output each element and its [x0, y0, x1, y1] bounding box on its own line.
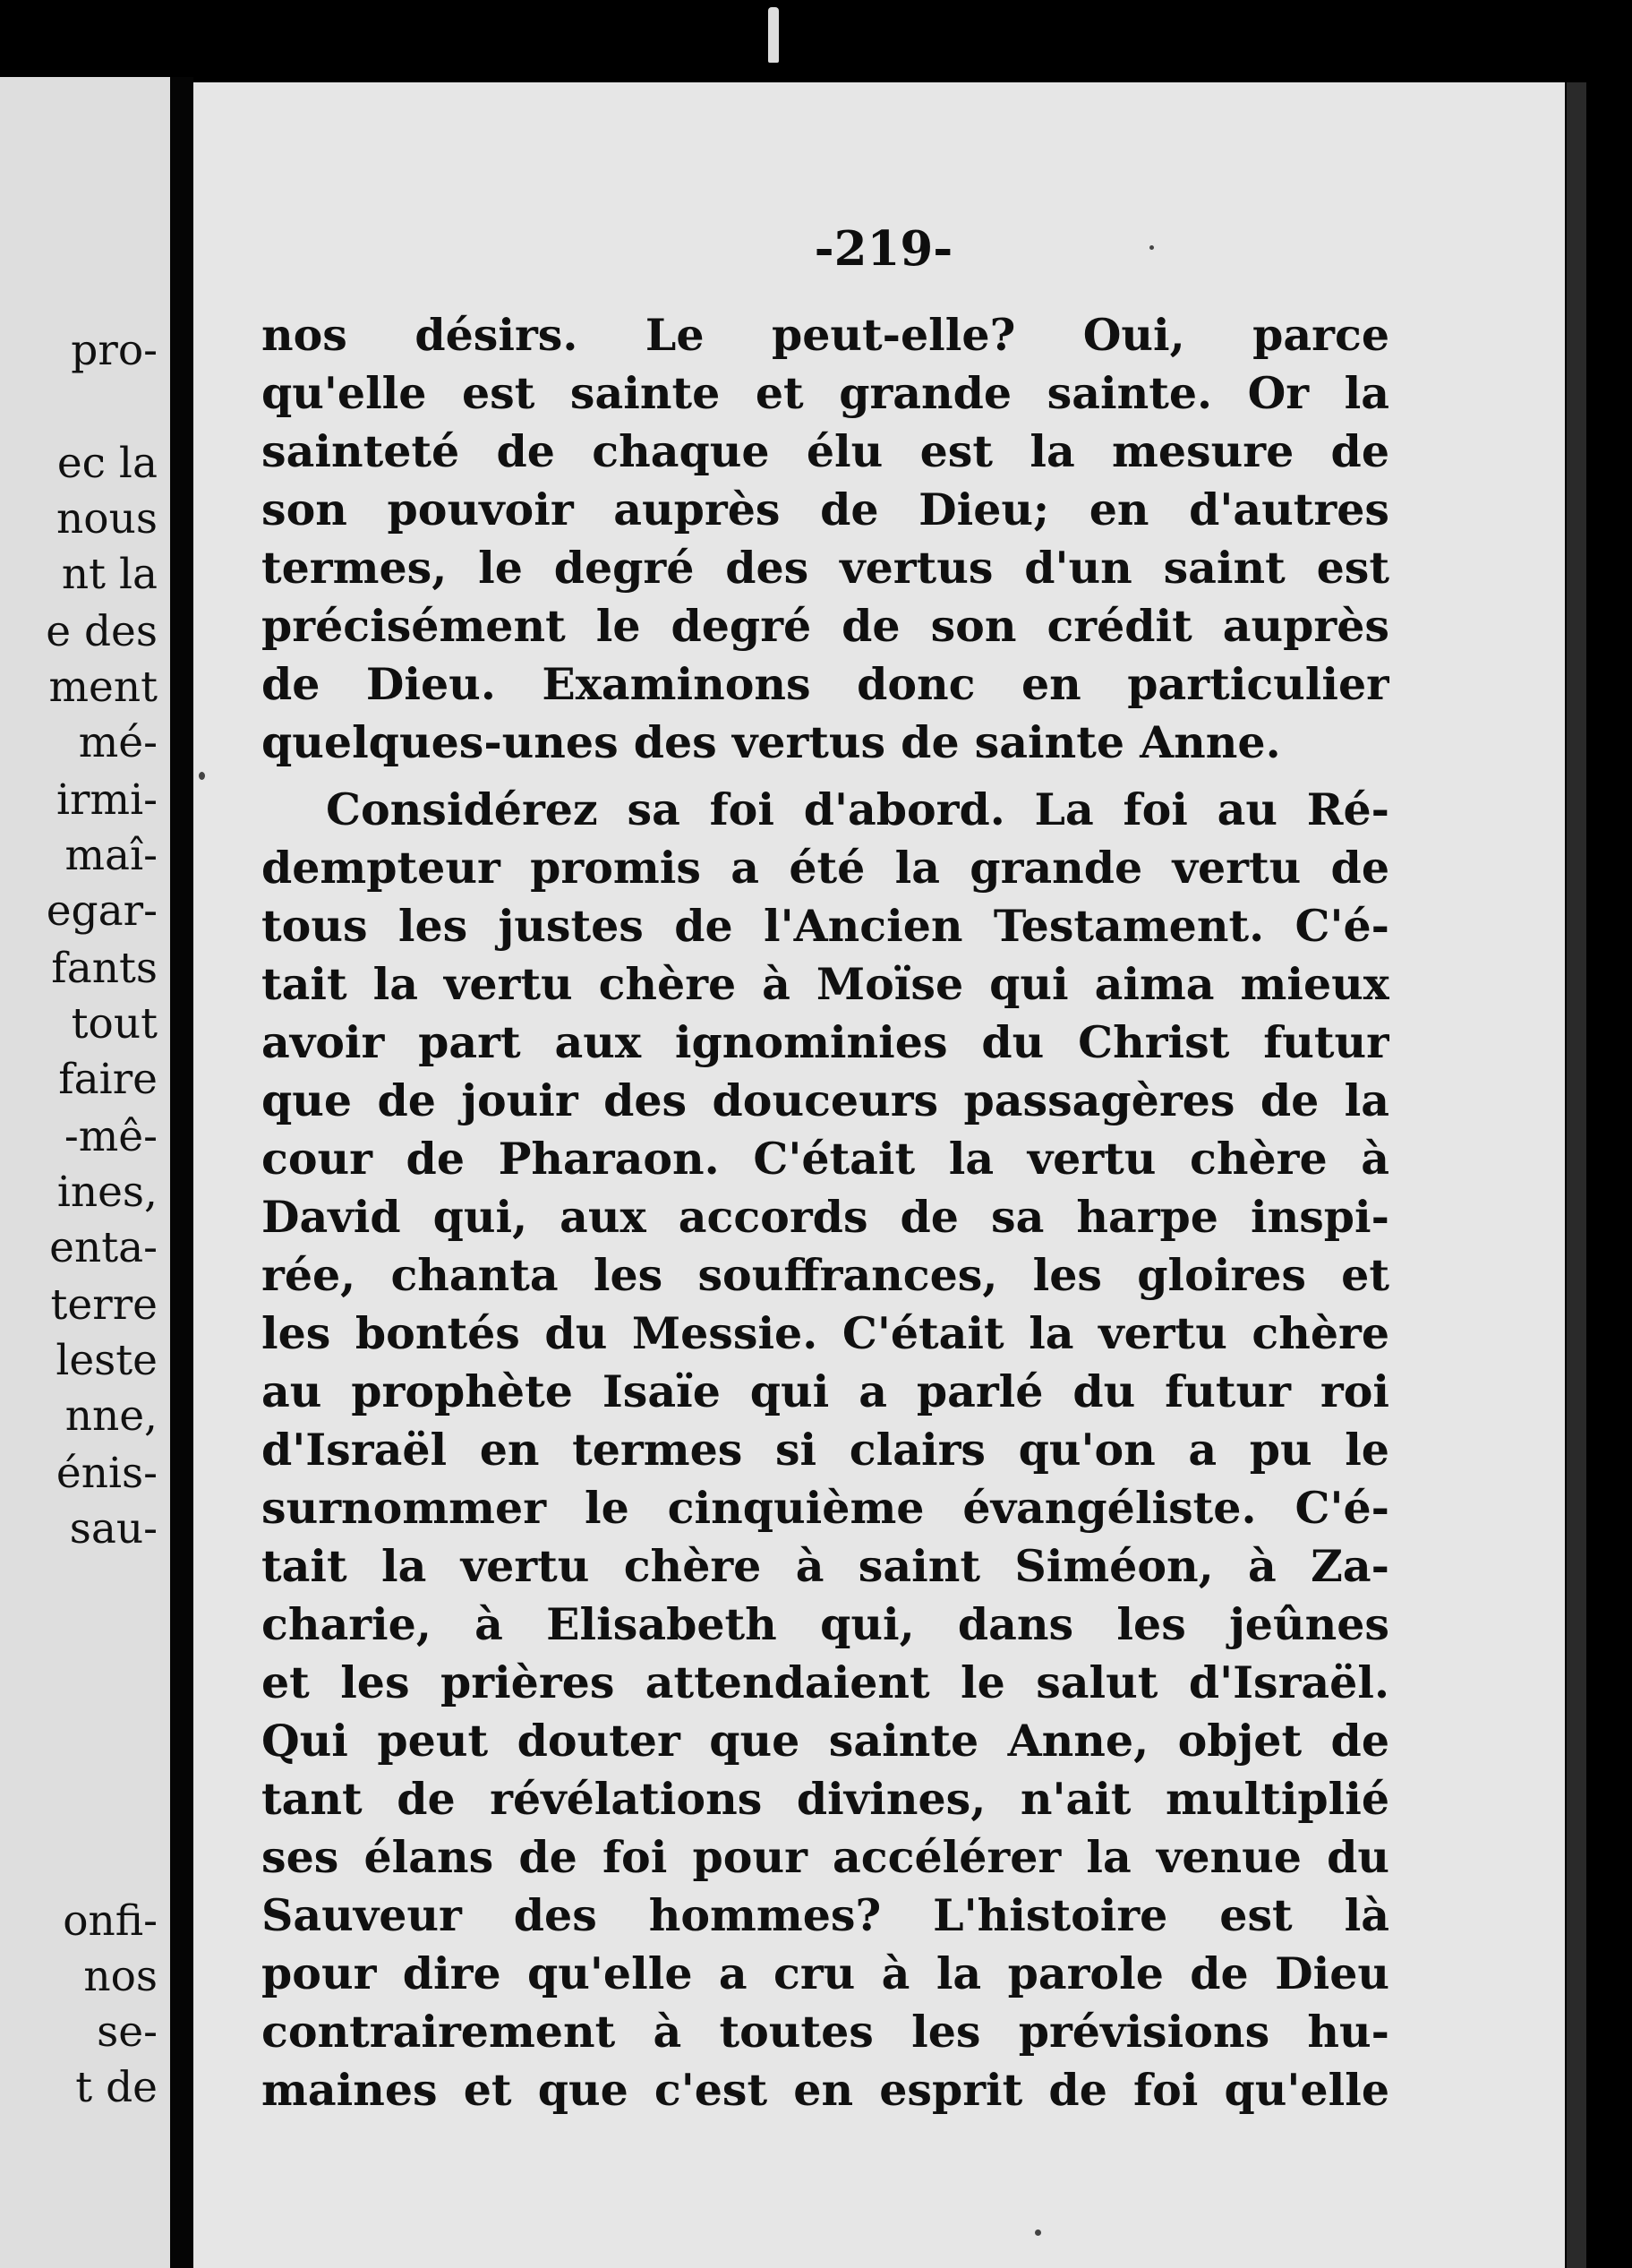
scan-speck: [1035, 2229, 1041, 2236]
left-fragment: -mê-: [64, 1112, 158, 1161]
text-line: contrairement à toutes les prévisions hu-: [261, 2006, 1389, 2058]
left-fragment: ines,: [56, 1168, 158, 1217]
left-fragment: maî-: [64, 831, 158, 880]
left-fragment: terre: [50, 1280, 158, 1330]
left-fragment: fants: [51, 944, 158, 993]
text-line: tait la vertu chère à Moïse qui aima mieux: [261, 958, 1389, 1010]
left-fragment: ec la: [56, 439, 158, 488]
text-line: surnommer le cinquième évangéliste. C'é-: [261, 1482, 1389, 1534]
text-line: que de jouir des douceurs passagères de la: [261, 1074, 1389, 1126]
left-fragment: onfi-: [63, 1896, 158, 1946]
left-fragment: pro-: [71, 326, 158, 375]
text-line: sainteté de chaque élu est la mesure de: [261, 425, 1389, 477]
left-fragment: irmi-: [56, 775, 158, 825]
text-line: de Dieu. Examinons donc en particulier: [261, 658, 1389, 710]
text-line: Sauveur des hommes? L'histoire est là: [261, 1889, 1389, 1941]
text-line: tant de révélations divines, n'ait multiplié: [261, 1773, 1389, 1825]
text-line: qu'elle est sainte et grande sainte. Or la: [261, 367, 1389, 419]
left-fragment: faire: [58, 1055, 158, 1104]
text-line: Considérez sa foi d'abord. La foi au Ré-: [326, 783, 1389, 835]
text-line: maines et que c'est en esprit de foi qu'elle: [261, 2064, 1389, 2116]
text-line: tous les justes de l'Ancien Testament. C'é-: [261, 900, 1389, 952]
left-fragment: enta-: [49, 1223, 158, 1272]
scan-speck: [1149, 245, 1154, 250]
body-text: [261, 306, 1389, 2119]
left-fragment: nne,: [64, 1391, 158, 1441]
left-fragment: mé-: [78, 718, 158, 767]
text-line: avoir part aux ignominies du Christ futur: [261, 1016, 1389, 1068]
text-line: les bontés du Messie. C'était la vertu chère: [261, 1307, 1389, 1359]
text-line: cour de Pharaon. C'était la vertu chère à: [261, 1133, 1389, 1185]
left-fragment: ment: [48, 663, 158, 712]
left-fragment: e des: [46, 607, 158, 656]
text-line: quelques-unes des vertus de sainte Anne.: [261, 716, 1281, 768]
text-line: précisément le degré de son crédit auprès: [261, 600, 1389, 652]
left-fragment: egar-: [46, 886, 158, 936]
text-line: David qui, aux accords de sa harpe inspi-: [261, 1191, 1389, 1243]
text-line: rée, chanta les souffrances, les gloires et: [261, 1249, 1389, 1301]
left-fragment: t de: [75, 2063, 158, 2112]
left-fragment: se-: [97, 2007, 158, 2057]
text-line: dempteur promis a été la grande vertu de: [261, 842, 1389, 894]
left-fragment: tout: [71, 999, 158, 1048]
text-line: d'Israël en termes si clairs qu'on a pu le: [261, 1424, 1389, 1476]
scan-top-mark: [768, 7, 779, 63]
text-line: et les prières attendaient le salut d'Israël.: [261, 1656, 1389, 1708]
left-fragment: énis-: [56, 1449, 158, 1498]
text-line: pour dire qu'elle a cru à la parole de Dieu: [261, 1947, 1389, 1999]
page-gutter: [170, 77, 193, 2268]
text-line: charie, à Elisabeth qui, dans les jeûnes: [261, 1598, 1389, 1650]
left-fragment: leste: [56, 1336, 158, 1385]
text-line: ses élans de foi pour accélérer la venue du: [261, 1831, 1389, 1883]
left-fragment: nt la: [61, 550, 158, 599]
main-page: [193, 82, 1565, 2268]
text-line: tait la vertu chère à saint Siméon, à Za-: [261, 1540, 1389, 1592]
text-line: termes, le degré des vertus d'un saint est: [261, 542, 1389, 594]
text-line: son pouvoir auprès de Dieu; en d'autres: [261, 484, 1389, 535]
left-fragment: sau-: [69, 1504, 158, 1553]
left-fragment: nos: [83, 1952, 158, 2001]
page-number: -219-: [814, 221, 953, 277]
text-line: au prophète Isaïe qui a parlé du futur roi: [261, 1365, 1389, 1417]
text-line: nos désirs. Le peut-elle? Oui, parce: [261, 309, 1389, 361]
text-line: Qui peut douter que sainte Anne, objet de: [261, 1715, 1389, 1767]
left-fragment: nous: [56, 494, 158, 543]
scan-speck: [199, 772, 205, 780]
right-page-edge: [1567, 82, 1586, 2268]
left-page-edge: [0, 77, 170, 2268]
